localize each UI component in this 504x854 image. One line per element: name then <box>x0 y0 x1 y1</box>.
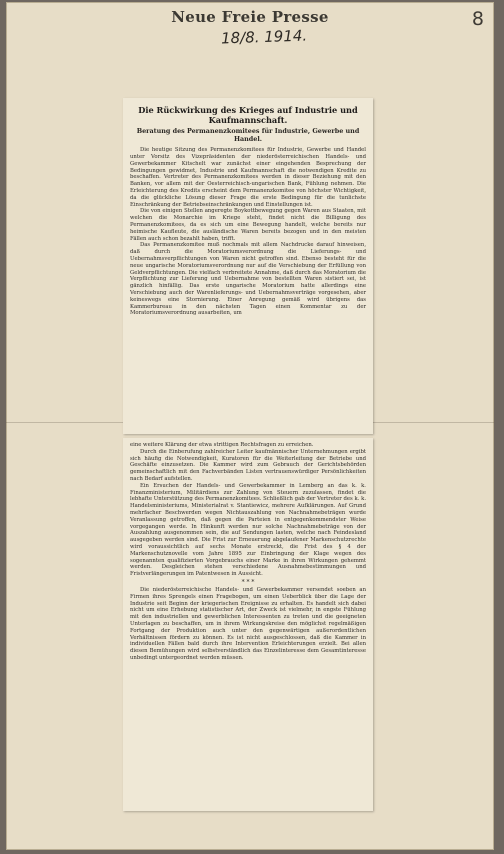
article-title: Die Rückwirkung des Krieges auf Industrie und Kaufmannschaft. <box>138 105 358 125</box>
article-paragraph: Ein Ersuchen der Handels- und Gewerbekammer in Lemberg an das k. k. Finanzministerium, Militärdiens zur Zahlung von Steuern zuzulassen, findet die lebhafte Unterstützung des Permanenzkomitees. Schließlich gab der Vertreter des k. k. Handelsministeriums, Ministerialrat v. Stantiewicz, mehrere Aufklärungen. Auf Grund mehrfacher Beschwerden wegen Nichtauszahlung von Nachnahmebeträgen wurde Veranlassung getroffen, daß gegen die Parteien in entgegenkommendster Weise vorgegangen werde. In Hinkunft werden nur solche Nachnahmebeträge von der Auszahlung ausgenommen sein, die auf Sendungen lasten, welche nach Feindesland ausgegeben werden sind. Die Frist zur Erneuerung abgelaufener Markenschutzrechte wird voraussichtlich auf sechs Monate erstreckt, die Frist des § 4 der Markenschutznovelle vom Jahre 1895 zur Einbringung der Klage wegen des sogenannten qualifizierten Vorgebrauchs einer Marke in ihren Wirkungen gehemmt werden. Desgleichen stehen verschiedene Ausnahmebestimmungen und Fristverlängerungen im Patentwesen in Aussicht. <box>130 482 366 578</box>
article-subtitle: Beratung des Permanenzkomitees für Industrie, Gewerbe und Handel. <box>136 127 360 143</box>
newspaper-clipping-top <box>123 98 373 434</box>
newspaper-clipping-bottom <box>123 438 373 811</box>
article-paragraph: Die niederösterreichische Handels- und Gewerbekammer versendet soeben an Firmen ihres Sprengels einen Fragebogen, um einen Ueberblick über die Lage der Industrie seit Beginn der kriegerischen Ereignisse zu erhalten. Es handelt sich dabei nicht um eine Erhebung statistischer Art, der Zweck ist vielmehr, in engste Fühlung mit den industriellen und gewerblichen Interessenten zu treten und die geeigneten Unterlagen zu beschaffen, um in ihrem Wirkungskreise den möglichst regelmäßigen Fortgang der Produktion auch unter den gegenwärtigen außerordentlichen Verhältnissen fördern zu können. Es ist nicht ausgeschlossen, daß die Kammer in individuellen Fällen bald durch ihre Intervention Erleichterungen erzielt. Bei allen diesen Bemühungen wird selbstverständlich das Einzelinteresse dem Gesamtinteresse unbedingt untergeordnet werden müssen. <box>130 586 366 661</box>
archive-sheet <box>6 2 494 850</box>
section-separator: * * * <box>241 578 255 586</box>
handwritten-date: 18/8. 1914. <box>220 26 308 48</box>
newspaper-title: Neue Freie Presse <box>171 8 329 26</box>
article-paragraph: eine weitere Klärung der etwa strittigen Rechtsfragen zu erreichen. <box>130 442 314 448</box>
handwritten-page-number: 8 <box>471 8 484 30</box>
article-paragraph: Die heutige Sitzung des Permanenzkomitees für Industrie, Gewerbe und Handel unter Vorsitz des Vizepräsidenten der niederösterreichischen Handels- und Gewerbekammer Kitschelt war zunächst einer eingehenden Besprechung der Bedingungen gewidmet, Industrie und Kaufmannschaft die notwendigen Kredite zu beschaffen. Vertreter des Permanenzkomitees werden in dieser Beziehung mit den Banken, vor allem mit der Oesterreichisch-ungarischen Bank, Fühlung nehmen. Die Erleichterung des Kredits erscheint dem Permanenzkomitee von höchster Wichtigkeit, da die glückliche Lösung dieser Frage die erste Bedingung für die tunlichste Einschränkung der Betriebseinschränkungen und Einstellungen ist. <box>130 147 366 208</box>
article-paragraph: Durch die Einberufung zahlreicher Leiter kaufmännischer Unternehmungen ergibt sich häufig die Notwendigkeit, Kuratoren für die Weiterleitung der Betriebe und Geschäfte einzusetzen. Die Kammer wird zum Gebrauch der Gerichtsbehörden gemeinschaftlich mit den Fachverbänden Listen vertrauenswürdiger Persönlichkeiten nach Bedarf aufstellen. <box>130 448 366 482</box>
article-paragraph: Die von einigen Stellen angeregte Boykottbewegung gegen Waren aus Staaten, mit welchen die Monarchie im Kriege steht, findet nicht die Billigung des Permanenzkomitees, da es sich um eine Bewegung handelt, welche bereits nur heimische Kaufleute, die ausländische Waren bereits bezogen und in den meisten Fällen auch schon bezahlt haben, trifft. <box>130 208 366 242</box>
article-paragraph: Das Permanenzkomitee muß nochmals mit allem Nachdrucke darauf hinweisen, daß durch die Moratoriumsverordnung die Lieferungs- und Uebernahmsverpflichtungen von Waren nicht getroffen sind. Ebenso besteht für die neue ungarische Moratoriumsverordnung nur auf die Verschiebung der Erfüllung von Geldverpflichtungen. Die vielfach verbreitete Annahme, daß durch das Moratorium die Verpflichtung zur Lieferung und Uebernahme von bestellten Waren sistiert sei, ist gänzlich hinfällig. Das erste ungarische Moratorium hatte allerdings eine Verschiebung auch der Warenlieferungs- und Uebernahmsverträge vorgesehen, aber keineswegs eine Stornierung. Einer Anregung gemäß wird übrigens das Kammerbureau in den nächsten Tagen einen Kommentar zu der Moratoriumsverordnung ausarbeiten, um <box>130 242 366 317</box>
